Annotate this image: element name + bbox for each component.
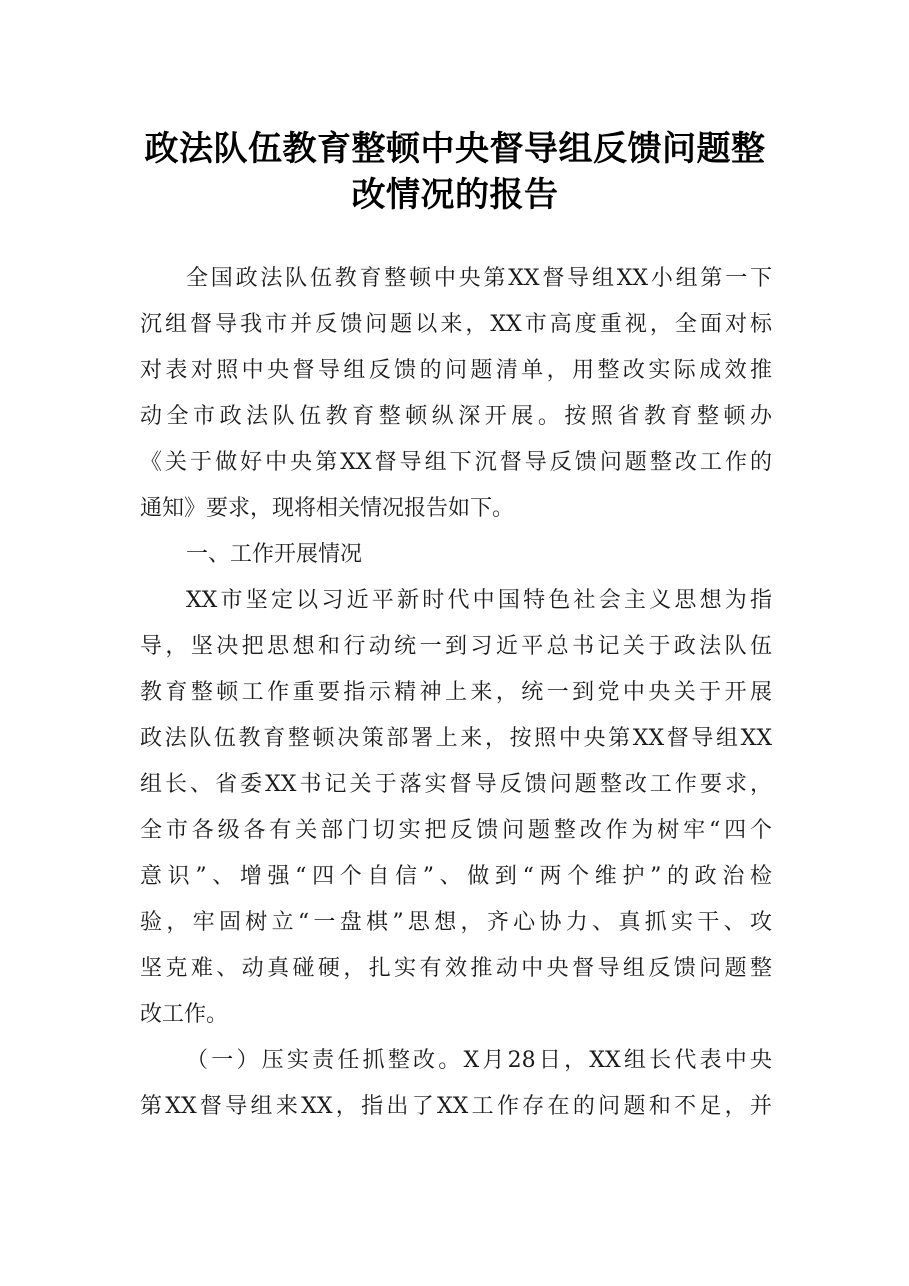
paragraph-line: 全国政法队伍教育整顿中央第XX督导组XX小组第一下 — [186, 266, 772, 291]
paragraph-line: （一）压实责任抓整改。X月28日，XX组长代表中央 — [186, 1048, 772, 1073]
paragraph-line: 第XX督导组来XX，指出了XX工作存在的问题和不足，并 — [140, 1094, 772, 1119]
section-heading: 一、工作开展情况 — [186, 542, 363, 567]
document-title-line-1: 政法队伍教育整顿中央督导组反馈问题整 — [144, 129, 766, 169]
document-body — [140, 256, 772, 1130]
paragraph-line: 组长、省委XX书记关于落实督导反馈问题整改工作要求， — [140, 772, 772, 797]
paragraph-line: 通知》要求，现将相关情况报告如下。 — [140, 496, 515, 521]
paragraph-line: 政法队伍教育整顿决策部署上来，按照中央第XX督导组XX — [140, 726, 772, 751]
paragraph-line: 改工作。 — [140, 1002, 229, 1027]
paragraph-line: 沉组督导我市并反馈问题以来，XX市高度重视，全面对标 — [140, 312, 772, 337]
paragraph-line: 对表对照中央督导组反馈的问题清单，用整改实际成效推 — [140, 358, 772, 383]
paragraph-line: 《关于做好中央第XX督导组下沉督导反馈问题整改工作的 — [140, 450, 772, 475]
paragraph-line: 验，牢固树立“一盘棋”思想，齐心协力、真抓实干、攻 — [140, 910, 772, 935]
paragraph-line: 导，坚决把思想和行动统一到习近平总书记关于政法队伍 — [140, 634, 772, 659]
paragraph-line: 教育整顿工作重要指示精神上来，统一到党中央关于开展 — [140, 680, 772, 705]
paragraph-line: 动全市政法队伍教育整顿纵深开展。按照省教育整顿办 — [140, 404, 772, 429]
paragraph-line: 意识”、增强“四个自信”、做到“两个维护”的政治检 — [140, 864, 772, 889]
paragraph-line: XX市坚定以习近平新时代中国特色社会主义思想为指 — [186, 588, 772, 613]
paragraph-line: 全市各级各有关部门切实把反馈问题整改作为树牢“四个 — [140, 818, 772, 843]
document-title-line-2: 改情况的报告 — [351, 175, 559, 215]
paragraph-line: 坚克难、动真碰硬，扎实有效推动中央督导组反馈问题整 — [140, 956, 772, 981]
